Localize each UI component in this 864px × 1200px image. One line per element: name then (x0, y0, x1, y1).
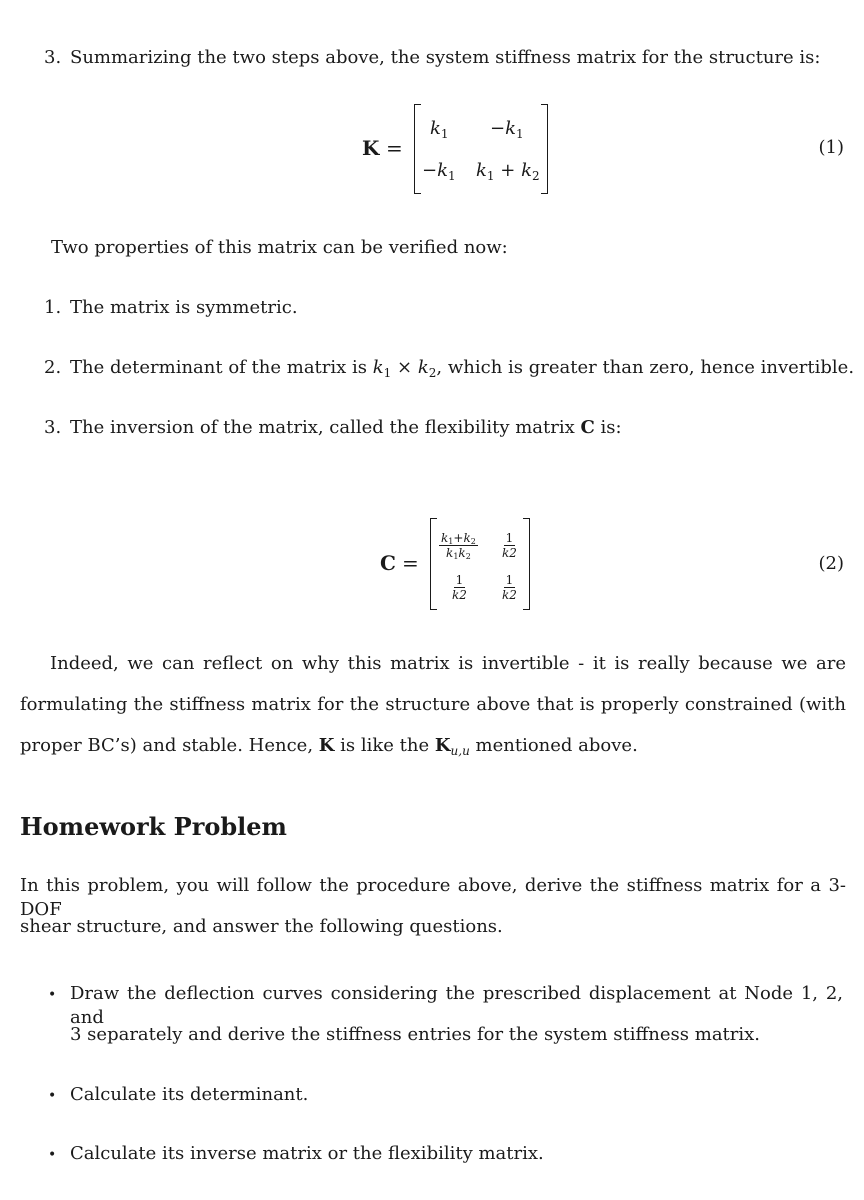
property-text: The matrix is symmetric. (70, 297, 298, 318)
property-item-3: 3. The inversion of the matrix, called the flexibility matrix C is: (44, 417, 622, 438)
stiffness-matrix (414, 104, 548, 194)
summary-item (44, 46, 820, 70)
equation-1 (362, 104, 562, 194)
equation-2 (380, 518, 550, 610)
matrix-cell-r1c2: $\frac{1}{k2}$ (502, 531, 517, 560)
bullet-icon: • (48, 987, 57, 1003)
bullet-icon: • (48, 1088, 57, 1104)
list-number: 3. (44, 47, 62, 68)
equation-number-1: (1) (818, 137, 844, 158)
bullet-icon: • (48, 1147, 57, 1163)
matrix-cell-r1c1: $k_1$ (430, 118, 449, 141)
properties-intro: Two properties of this matrix can be verified now: (51, 237, 508, 258)
left-bracket (430, 518, 437, 610)
flexibility-matrix (430, 518, 530, 610)
flexibility-symbol: C (580, 417, 595, 438)
equation-number-2: (2) (818, 553, 844, 574)
matrix-cell-r2c2: $k_1 + k_2$ (476, 160, 540, 183)
right-bracket (541, 104, 548, 194)
paragraph-line-1: Indeed, we can reflect on why this matrix is invertible - it is really because we are (50, 653, 846, 674)
list-item-continuation: 3 separately and derive the stiffness entries for the system stiffness matrix. (70, 1024, 761, 1045)
matrix-cell-r2c2: $\frac{1}{k2}$ (502, 573, 517, 602)
summary-text: Summarizing the two steps above, the system stiffness matrix for the structure is: (70, 47, 821, 68)
right-bracket (523, 518, 530, 610)
left-bracket (414, 104, 421, 194)
matrix-symbol-c: C (380, 551, 396, 575)
property-item-2: 2. The determinant of the matrix is $k_1 \times k_2$, which is greater than zero, hence invertible. (44, 357, 855, 380)
matrix-cell-r2c1: $\frac{1}{k2}$ (452, 573, 467, 602)
homework-intro-line-2: shear structure, and answer the following questions. (20, 916, 503, 937)
paragraph-line-3: proper BC’s) and stable. Hence, K is like the $K_{u,u}$ mentioned above. (20, 735, 638, 758)
matrix-cell-r1c2: $-k_1$ (490, 118, 524, 141)
property-item-1 (44, 296, 298, 320)
list-number: 1. (44, 297, 62, 318)
paragraph-line-2: formulating the stiffness matrix for the structure above that is properly constrained (with (20, 694, 846, 715)
matrix-symbol-k: K (362, 136, 380, 160)
section-heading: Homework Problem (20, 812, 287, 841)
list-item: • Calculate its inverse matrix or the flexibility matrix. (48, 1142, 544, 1167)
equals-sign: = (386, 136, 403, 160)
list-number: 2. (44, 357, 62, 378)
matrix-cell-r2c1: $-k_1$ (422, 160, 456, 183)
list-item: • Draw the deflection curves considering the prescribed displacement at Node 1, 2, and (48, 983, 843, 1028)
list-item: • Calculate its determinant. (48, 1083, 308, 1108)
matrix-cell-r1c1: $\frac{k_1+k_2}{k_1k_2}$ (441, 531, 476, 561)
list-number: 3. (44, 417, 62, 438)
homework-intro-line-1: In this problem, you will follow the procedure above, derive the stiffness matrix for a 3-DOF (20, 875, 846, 920)
equals-sign: = (402, 551, 419, 575)
